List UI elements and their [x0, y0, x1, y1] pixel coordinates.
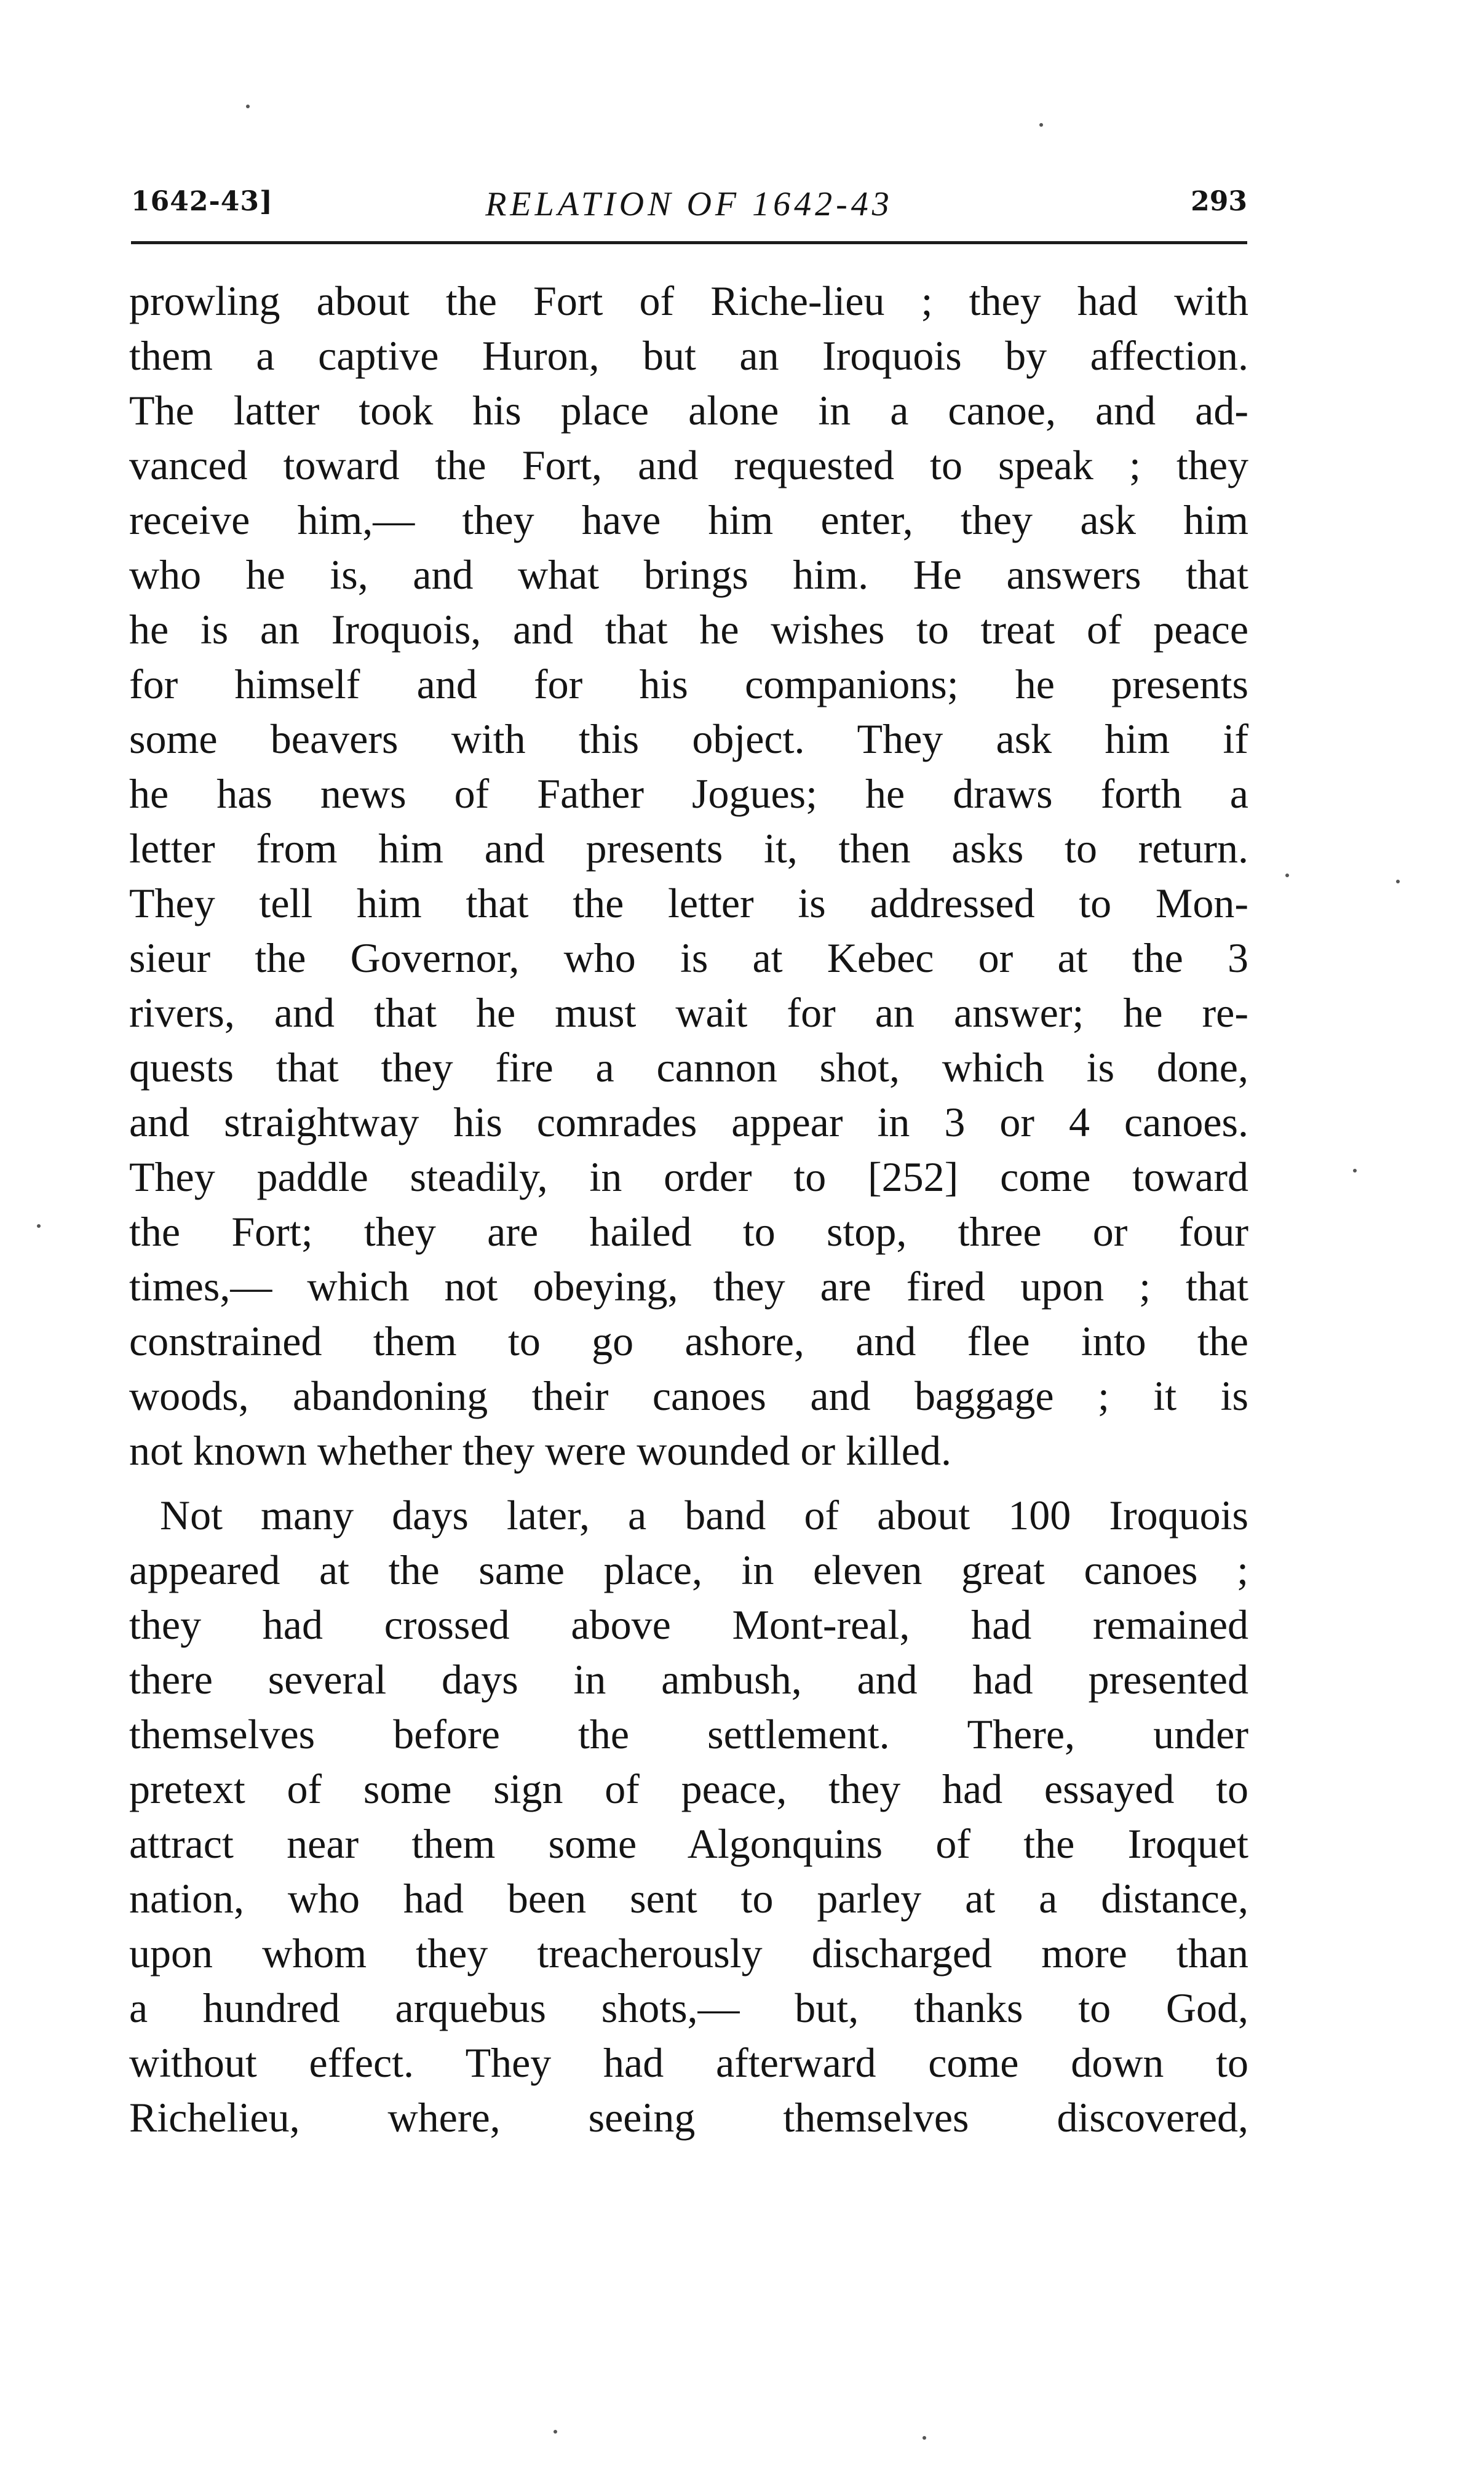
scan-speck [1396, 880, 1400, 883]
text-line: the Fort; they are hailed to stop, three or four [129, 1208, 1248, 1255]
scan-speck [37, 1224, 41, 1228]
text-line: Richelieu, where, seeing themselves discovered, [129, 2094, 1248, 2141]
text-line: without effect. They had afterward come down to [129, 2039, 1248, 2086]
page-number: 293 [1191, 186, 1247, 217]
text-line: woods, abandoning their canoes and baggage ; it is [129, 1372, 1248, 1419]
scan-speck [1285, 874, 1289, 877]
text-line: sieur the Governor, who is at Kebec or at the 3 [129, 934, 1248, 981]
text-line: They tell him that the letter is addressed to Mon- [129, 880, 1248, 926]
text-line: not known whether they were wounded or killed. [129, 1427, 951, 1474]
paragraph-1 [129, 274, 1248, 1478]
running-head [131, 180, 1247, 235]
text-line: upon whom they treacherously discharged more than [129, 1930, 1248, 1976]
text-line: for himself and for his companions; he presents [129, 661, 1248, 707]
text-line: attract near them some Algonquins of the Iroquet [129, 1820, 1248, 1867]
scan-speck [1039, 123, 1043, 127]
text-line: letter from him and presents it, then asks to return. [129, 825, 1248, 872]
scan-speck [246, 105, 250, 108]
text-line: times,— which not obeying, they are fired upon ; that [129, 1263, 1248, 1310]
text-line: there several days in ambush, and had presented [129, 1656, 1248, 1703]
text-line: The latter took his place alone in a canoe, and ad- [129, 387, 1248, 434]
text-line: pretext of some sign of peace, they had essayed to [129, 1765, 1248, 1812]
text-line: a hundred arquebus shots,— but, thanks to God, [129, 1984, 1248, 2031]
text-line: Not many days later, a band of about 100 Iroquois [160, 1492, 1248, 1539]
text-line: them a captive Huron, but an Iroquois by affection. [129, 332, 1248, 379]
body-text [129, 274, 1248, 2145]
header-year-range: 1642-43] [131, 186, 273, 217]
header-title: RELATION OF 1642-43 [485, 185, 893, 223]
scan-speck [923, 2436, 926, 2440]
text-line: they had crossed above Mont-real, had remained [129, 1601, 1248, 1648]
text-line: he has news of Father Jogues; he draws forth a [129, 770, 1248, 817]
text-line: constrained them to go ashore, and flee into the [129, 1318, 1248, 1364]
text-line: nation, who had been sent to parley at a distance, [129, 1875, 1248, 1922]
paragraph-2 [129, 1488, 1248, 2145]
text-line: receive him,— they have him enter, they ask him [129, 496, 1248, 543]
text-line: appeared at the same place, in eleven great canoes ; [129, 1546, 1248, 1593]
scan-speck [1353, 1169, 1357, 1172]
scan-speck [554, 2430, 557, 2434]
text-line: some beavers with this object. They ask him if [129, 715, 1248, 762]
text-line: quests that they fire a cannon shot, which is done, [129, 1044, 1248, 1091]
header-rule [131, 241, 1247, 244]
text-line: themselves before the settlement. There, under [129, 1711, 1248, 1757]
text-line: They paddle steadily, in order to [252] come toward [129, 1153, 1248, 1200]
paragraph-gap [129, 1478, 1248, 1488]
text-line: he is an Iroquois, and that he wishes to treat of peace [129, 606, 1248, 653]
text-line: rivers, and that he must wait for an answer; he re- [129, 989, 1248, 1036]
text-line: prowling about the Fort of Riche-lieu ; they had with [129, 277, 1248, 324]
text-line: vanced toward the Fort, and requested to speak ; they [129, 442, 1248, 488]
text-line: and straightway his comrades appear in 3 or 4 canoes. [129, 1099, 1248, 1145]
text-line: who he is, and what brings him. He answers that [129, 551, 1248, 598]
